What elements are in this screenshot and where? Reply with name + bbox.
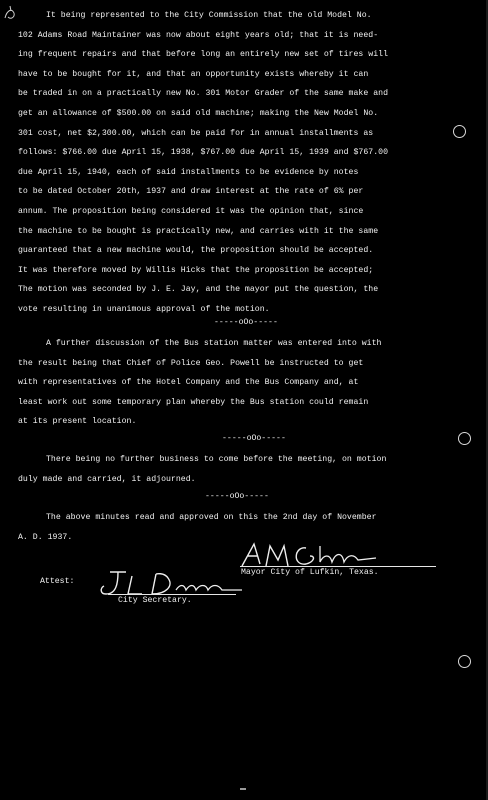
section-divider: -----oOo----- xyxy=(214,318,278,327)
attest-label: Attest: xyxy=(40,577,75,586)
text-line: A. D. 1937. xyxy=(18,532,73,542)
paragraph-bus-station xyxy=(18,334,440,432)
scan-speck xyxy=(240,788,246,790)
staple-mark-icon xyxy=(3,4,17,24)
text-line: 102 Adams Road Maintainer was now about eight years old; that it is need- xyxy=(18,30,379,40)
text-line: annum. The proposition being considered it was the opinion that, since xyxy=(18,206,364,216)
text-line: the result being that Chief of Police Geo. Powell be instructed to get xyxy=(18,358,364,368)
text-line: least work out some temporary plan whereby the Bus station could remain xyxy=(18,397,369,407)
paragraph-tractor-trade xyxy=(18,6,440,320)
secretary-title: City Secretary. xyxy=(118,596,192,605)
text-line: It was therefore moved by Willis Hicks that the proposition be accepted; xyxy=(18,265,374,275)
text-line: The above minutes read and approved on this the 2nd day of November xyxy=(46,513,377,522)
text-line: There being no further business to come before the meeting, on motion xyxy=(46,455,387,464)
text-line: have to be bought for it, and that an opportunity exists whereby it can xyxy=(18,69,369,79)
text-line: the machine to be bought is practically new, and carries with it the same xyxy=(18,226,379,236)
text-line: vote resulting in unanimous approval of the motion. xyxy=(18,304,270,314)
text-line: A further discussion of the Bus station matter was entered into with xyxy=(46,339,382,348)
section-divider: -----oOo----- xyxy=(205,492,269,501)
text-line: be traded in on a practically new No. 301 Motor Grader of the same make and xyxy=(18,89,388,99)
text-line: follows: $766.00 due April 15, 1938, $767.00 due April 15, 1939 and $767.00 xyxy=(18,148,388,158)
text-line: to be dated October 20th, 1937 and draw interest at the rate of 6% per xyxy=(18,187,364,197)
text-line: at its present location. xyxy=(18,417,137,427)
punch-hole-icon xyxy=(453,125,466,138)
text-line: duly made and carried, it adjourned. xyxy=(18,474,196,484)
punch-hole-icon xyxy=(458,432,471,445)
mayor-signature-line xyxy=(240,566,436,567)
punch-hole-icon xyxy=(458,655,471,668)
mayor-title: Mayor City of Lufkin, Texas. xyxy=(241,568,379,577)
text-line: The motion was seconded by J. E. Jay, and the mayor put the question, the xyxy=(18,285,379,295)
text-line: due April 15, 1940, each of said installments to be evidence by notes xyxy=(18,167,359,177)
text-line: guaranteed that a new machine would, the proposition should be accepted. xyxy=(18,246,374,256)
section-divider: -----oOo----- xyxy=(222,434,286,443)
text-line: ing frequent repairs and that before long an entirely new set of tires will xyxy=(18,50,388,60)
paragraph-adjournment xyxy=(18,450,440,489)
text-line: with representatives of the Hotel Company and the Bus Company and, at xyxy=(18,378,359,388)
text-line: get an allowance of $500.00 on said old machine; making the New Model No. xyxy=(18,108,379,118)
text-line: 301 cost, net $2,300.00, which can be paid for in annual installments as xyxy=(18,128,374,138)
text-line: It being represented to the City Commission that the old Model No. xyxy=(46,11,372,20)
secretary-signature-line xyxy=(108,594,236,595)
